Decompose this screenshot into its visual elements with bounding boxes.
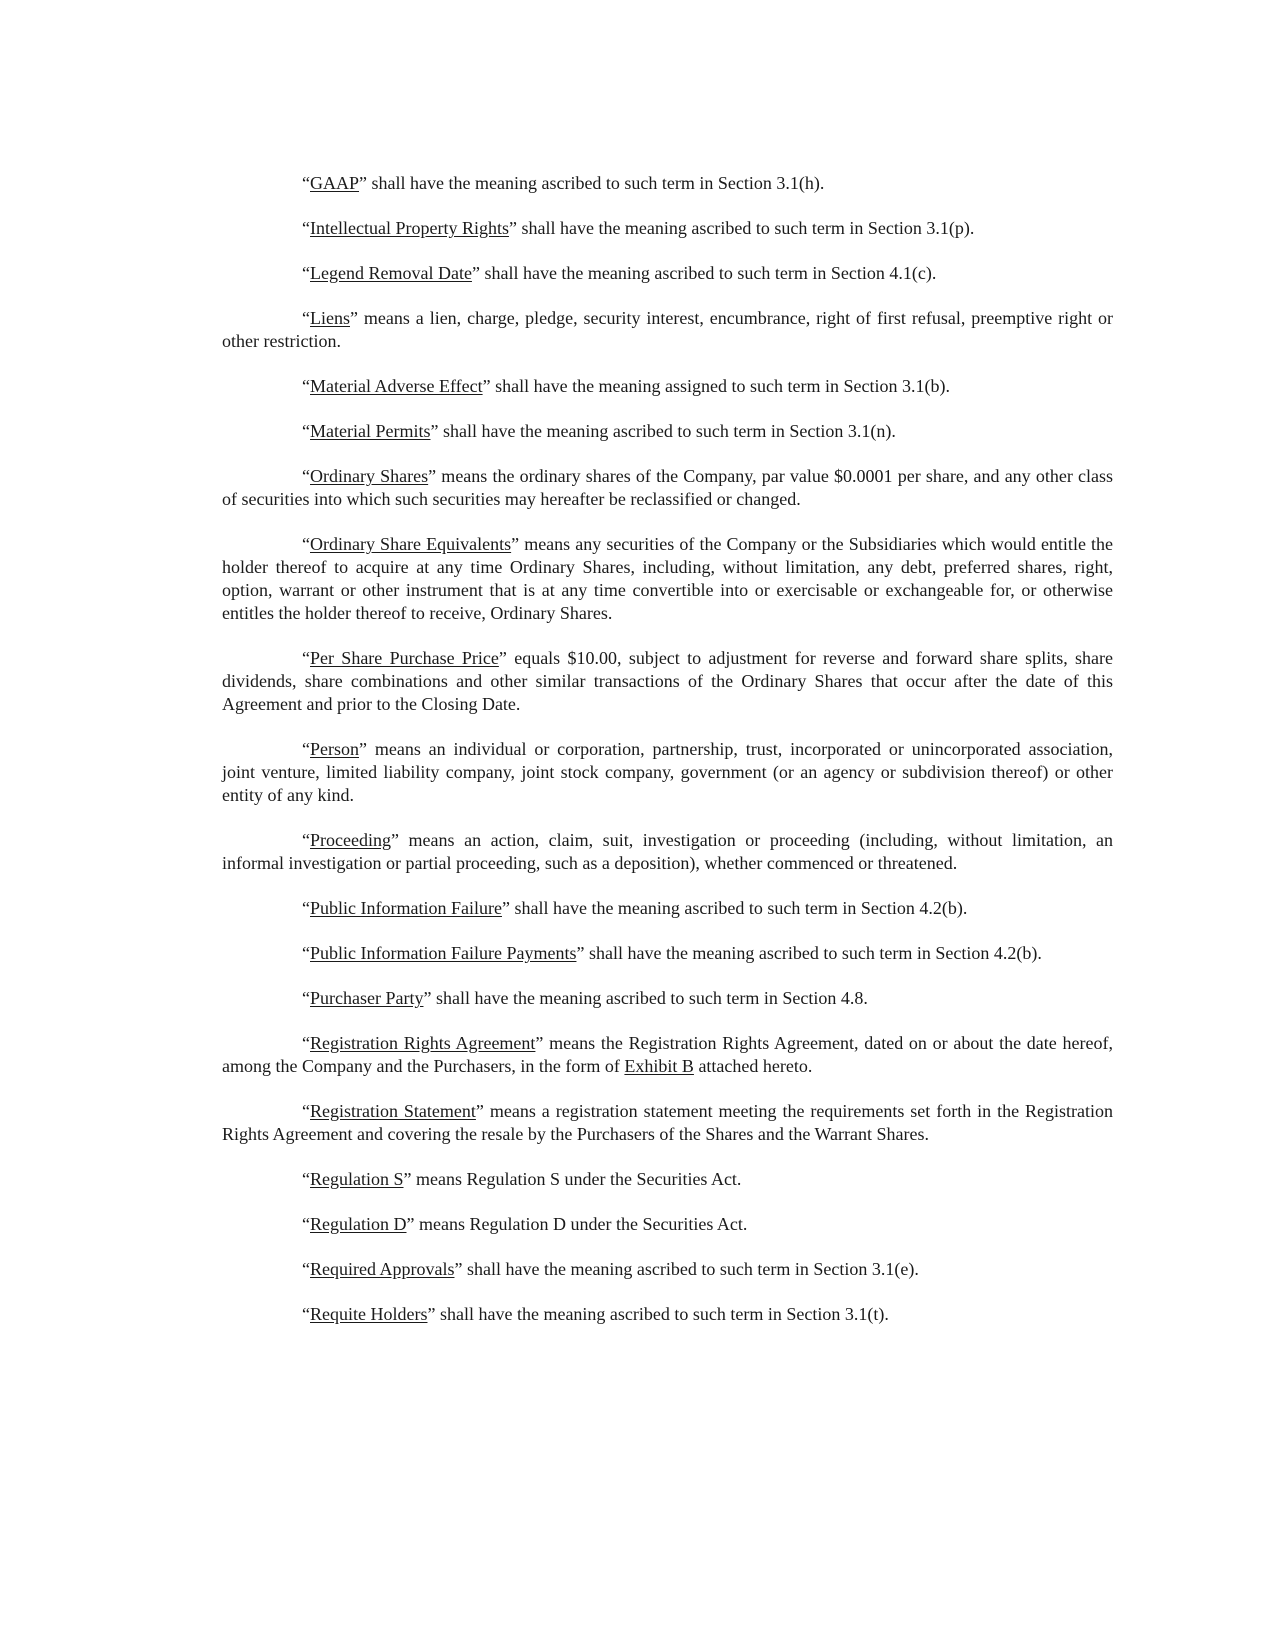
definition-paragraph: “Regulation S” means Regulation S under the Securities Act. [302,1169,742,1189]
defined-term: Intellectual Property Rights [310,218,509,238]
definition-text: shall have the meaning ascribed to such term in Section 3.1(h). [367,173,825,193]
definition-paragraph: “Required Approvals” shall have the meaning ascribed to such term in Section 3.1(e). [302,1259,919,1279]
defined-term: GAAP [310,173,360,193]
definition-paragraph: “Material Adverse Effect” shall have the meaning assigned to such term in Section 3.1(b). [302,376,950,396]
definition-paragraph: “Person” means an individual or corporation, partnership, trust, incorporated or unincorporated association, joint venture, limited liability company, joint stock company, government (or an agency or subdivision thereof) or other entity of any kind. [222,739,1113,805]
definition-text: shall have the meaning ascribed to such term in Section 3.1(e). [462,1259,919,1279]
definition-text: equals $10.00, subject to adjustment for reverse and forward share splits, share dividends, share combinations and other similar transactions of the Ordinary Shares that occur after the date of this Agreement and prior to the Closing Date. [222,648,1113,714]
definition-paragraph: “Registration Statement” means a registration statement meeting the requirements set forth in the Registration Rights Agreement and covering the resale by the Purchasers of the Shares and the Warrant Shares. [222,1101,1113,1144]
definition-paragraph: “Legend Removal Date” shall have the meaning ascribed to such term in Section 4.1(c). [302,263,937,283]
definition-paragraph: “Material Permits” shall have the meaning ascribed to such term in Section 3.1(n). [302,421,896,441]
defined-term: Proceeding [310,830,391,850]
defined-term: Public Information Failure [310,898,502,918]
definition-text-after: attached hereto. [693,1056,813,1076]
defined-term: Regulation D [310,1214,407,1234]
definition-text: means the Registration Rights Agreement, dated on or about the date hereof, among the Company and the Purchasers, in the form of [222,1033,1113,1076]
defined-term: Registration Statement [310,1101,476,1121]
defined-term: Material Permits [310,421,431,441]
definition-paragraph: “Proceeding” means an action, claim, suit, investigation or proceeding (including, without limitation, an informal investigation or partial proceeding, such as a deposition), whether commenced or threatened. [222,830,1113,873]
definition-paragraph: “Regulation D” means Regulation D under the Securities Act. [302,1214,748,1234]
definition-paragraph: “Requite Holders” shall have the meaning ascribed to such term in Section 3.1(t). [302,1304,889,1324]
definition-text: means an action, claim, suit, investigation or proceeding (including, without limitation, an informal investigation or partial proceeding, such as a deposition), whether commenced or threatened. [222,830,1113,873]
definition-text: shall have the meaning ascribed to such term in Section 3.1(t). [435,1304,889,1324]
defined-term: Required Approvals [310,1259,455,1279]
definition-text: shall have the meaning ascribed to such term in Section 3.1(p). [516,218,975,238]
definition-paragraph: “Ordinary Share Equivalents” means any securities of the Company or the Subsidiaries which would entitle the holder thereof to acquire at any time Ordinary Shares, including, without limitation, any debt, preferred shares, right, option, warrant or other instrument that is at any time convertible into or exercisable or exchangeable for, or otherwise entitles the holder thereof to receive, Ordinary Shares. [222,534,1113,623]
defined-term: Legend Removal Date [310,263,472,283]
definition-paragraph: “Liens” means a lien, charge, pledge, security interest, encumbrance, right of first refusal, preemptive right or other restriction. [222,308,1113,351]
defined-term: Material Adverse Effect [310,376,483,396]
definition-text: means a registration statement meeting the requirements set forth in the Registration Rights Agreement and covering the resale by the Purchasers of the Shares and the Warrant Shares. [222,1101,1113,1144]
definition-text: means any securities of the Company or the Subsidiaries which would entitle the holder thereof to acquire at any time Ordinary Shares, including, without limitation, any debt, preferred shares, right, option, warrant or other instrument that is at any time convertible into or exercisable or exchangeable for, or otherwise entitles the holder thereof to receive, Ordinary Shares. [222,534,1113,623]
definition-text: shall have the meaning ascribed to such term in Section 4.2(b). [584,943,1042,963]
defined-term: Registration Rights Agreement [310,1033,536,1053]
definition-paragraph: “GAAP” shall have the meaning ascribed to such term in Section 3.1(h). [302,173,825,193]
defined-term: Public Information Failure Payments [310,943,577,963]
definition-text: shall have the meaning ascribed to such term in Section 4.8. [431,988,868,1008]
definition-text: means Regulation D under the Securities Act. [414,1214,748,1234]
definition-text: means Regulation S under the Securities Act. [411,1169,742,1189]
definition-paragraph: “Registration Rights Agreement” means the Registration Rights Agreement, dated on or about the date hereof, among the Company and the Purchasers, in the form of Exhibit B attached hereto. [222,1033,1113,1076]
defined-term: Ordinary Shares [310,466,429,486]
definition-text: means the ordinary shares of the Company, par value $0.0001 per share, and any other class of securities into which such securities may hereafter be reclassified or changed. [222,466,1113,509]
defined-term: Liens [310,308,350,328]
definition-text: shall have the meaning ascribed to such term in Section 3.1(n). [438,421,896,441]
defined-term: Per Share Purchase Price [310,648,499,668]
defined-term: Purchaser Party [310,988,424,1008]
definition-paragraph: “Intellectual Property Rights” shall have the meaning ascribed to such term in Section 3.1(p). [302,218,975,238]
definition-text: means an individual or corporation, partnership, trust, incorporated or unincorporated association, joint venture, limited liability company, joint stock company, government (or an agency or subdivision thereof) or other entity of any kind. [222,739,1113,805]
definition-paragraph: “Purchaser Party” shall have the meaning ascribed to such term in Section 4.8. [302,988,868,1008]
defined-term: Person [310,739,359,759]
exhibit-reference: Exhibit B [624,1056,694,1076]
definition-paragraph: “Public Information Failure” shall have the meaning ascribed to such term in Section 4.2(b). [302,898,968,918]
defined-term: Requite Holders [310,1304,428,1324]
definition-paragraph: “Per Share Purchase Price” equals $10.00, subject to adjustment for reverse and forward share splits, share dividends, share combinations and other similar transactions of the Ordinary Shares that occur after the date of this Agreement and prior to the Closing Date. [222,648,1113,714]
definition-paragraph: “Ordinary Shares” means the ordinary shares of the Company, par value $0.0001 per share, and any other class of securities into which such securities may hereafter be reclassified or changed. [222,466,1113,509]
definition-text: shall have the meaning ascribed to such term in Section 4.2(b). [509,898,968,918]
definition-text: shall have the meaning ascribed to such term in Section 4.1(c). [479,263,937,283]
definition-text: shall have the meaning assigned to such term in Section 3.1(b). [490,376,950,396]
defined-term: Ordinary Share Equivalents [310,534,512,554]
definitions-list [222,172,1113,1348]
defined-term: Regulation S [310,1169,404,1189]
definition-paragraph: “Public Information Failure Payments” shall have the meaning ascribed to such term in Section 4.2(b). [302,943,1042,963]
definition-text: means a lien, charge, pledge, security interest, encumbrance, right of first refusal, preemptive right or other restriction. [222,308,1113,351]
